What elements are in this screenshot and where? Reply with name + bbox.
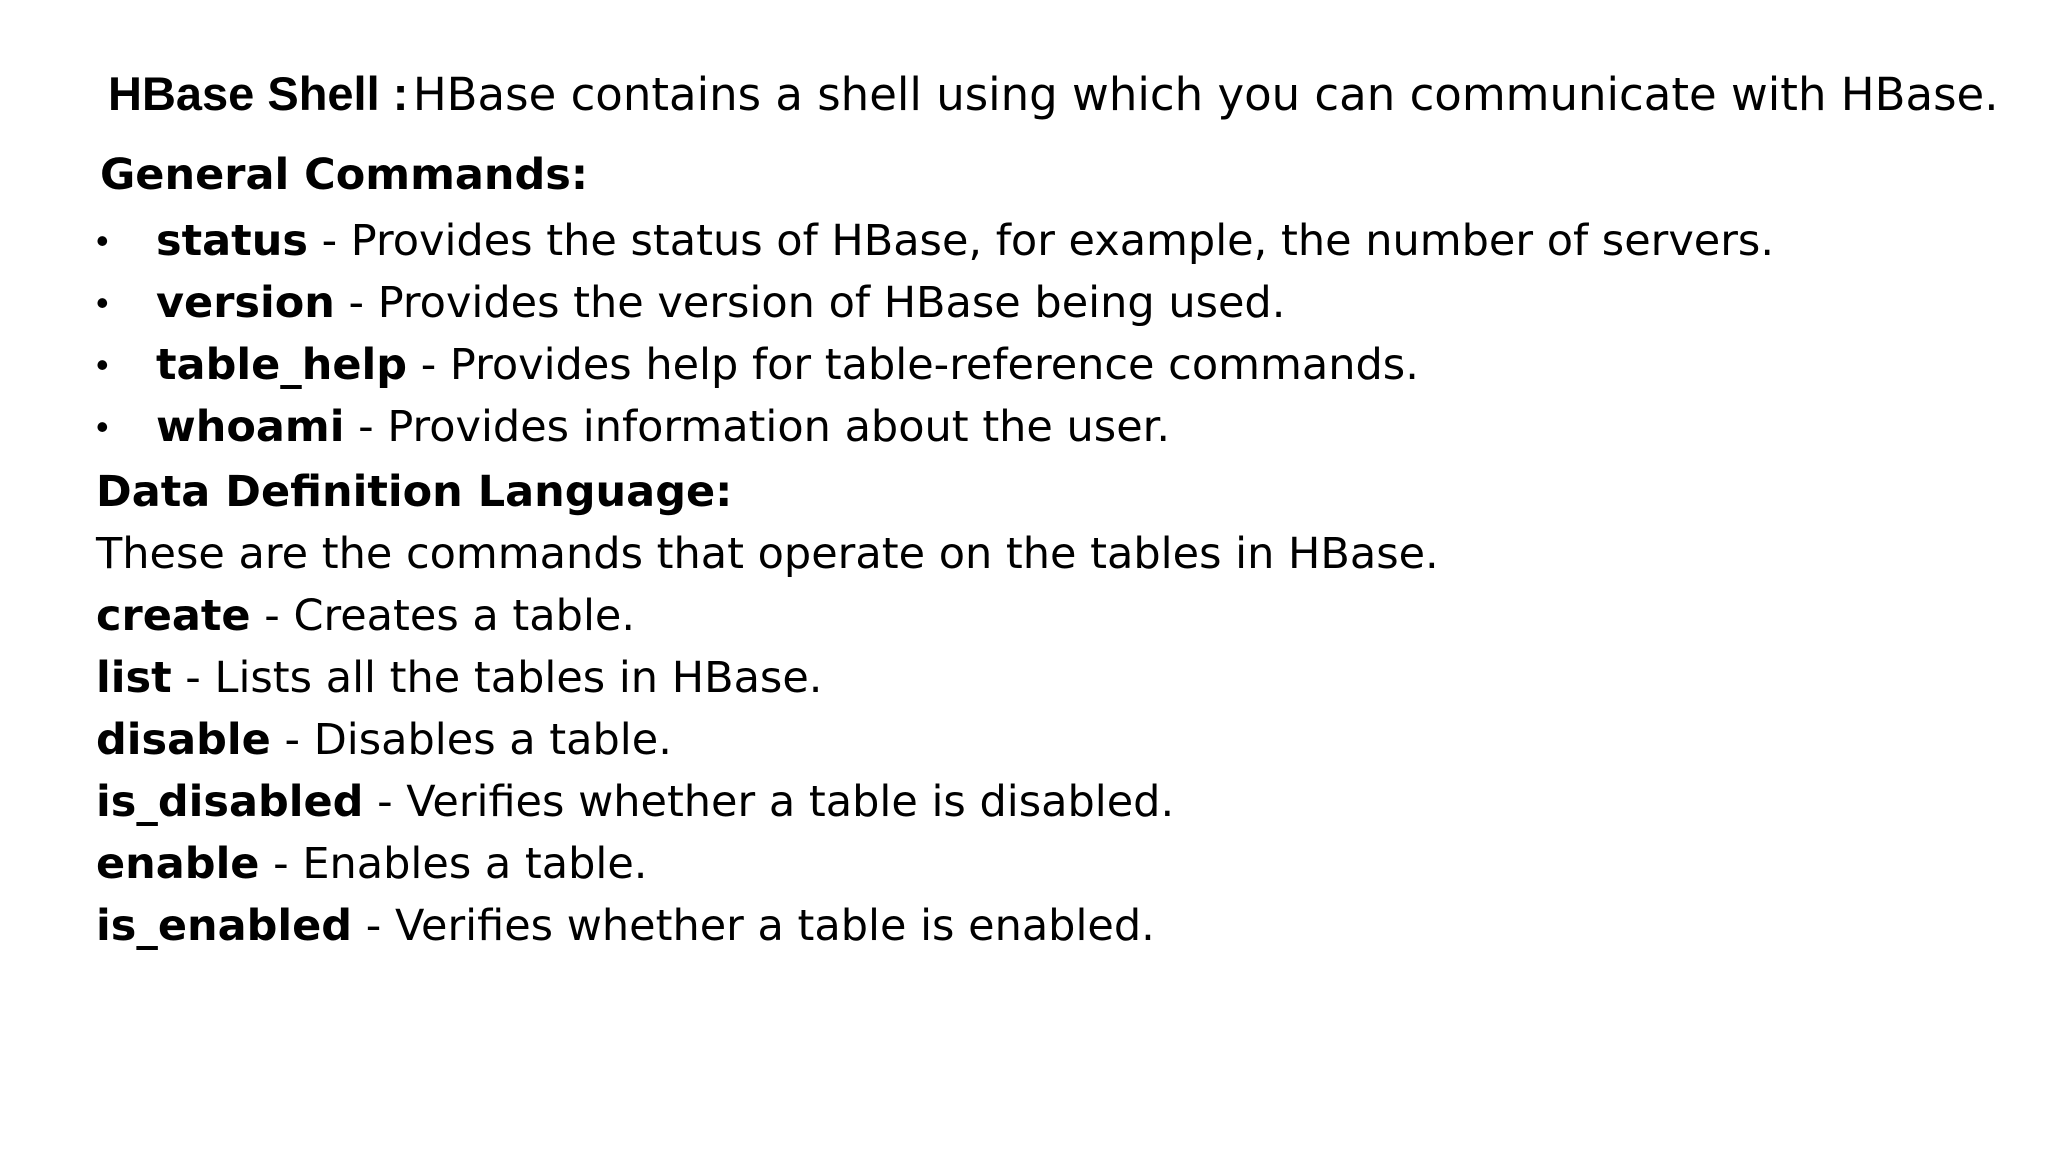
list-item bbox=[96, 771, 1439, 833]
general-commands-title: General Commands: bbox=[100, 150, 589, 200]
general-commands-list bbox=[96, 210, 1774, 458]
list-item bbox=[96, 585, 1439, 647]
command-name: is_disabled bbox=[96, 777, 364, 827]
separator: - bbox=[407, 340, 450, 390]
command-description: Provides help for table-reference commands. bbox=[449, 340, 1419, 390]
list-item bbox=[96, 210, 1774, 272]
list-item bbox=[96, 833, 1439, 895]
list-item bbox=[96, 334, 1774, 396]
ddl-title: Data Definition Language: bbox=[96, 467, 733, 517]
separator: - bbox=[259, 839, 303, 889]
command-name: enable bbox=[96, 839, 260, 889]
command-name: status bbox=[156, 216, 308, 266]
separator: - bbox=[363, 777, 407, 827]
command-name: is_enabled bbox=[96, 901, 353, 951]
ddl-intro: These are the commands that operate on the tables in HBase. bbox=[96, 529, 1439, 579]
separator: - bbox=[307, 216, 351, 266]
command-description: Creates a table. bbox=[293, 591, 636, 641]
command-name: list bbox=[96, 653, 172, 703]
command-description: Disables a table. bbox=[313, 715, 672, 765]
list-item bbox=[96, 709, 1439, 771]
command-description: Provides the status of HBase, for example, the number of servers. bbox=[350, 216, 1774, 266]
command-description: Provides information about the user. bbox=[387, 402, 1171, 452]
command-description: Verifies whether a table is enabled. bbox=[394, 901, 1155, 951]
list-item bbox=[96, 647, 1439, 709]
separator: - bbox=[171, 653, 215, 703]
command-name: version bbox=[156, 278, 335, 328]
command-description: Provides the version of HBase being used. bbox=[377, 278, 1286, 328]
separator: - bbox=[270, 715, 314, 765]
command-description: Enables a table. bbox=[302, 839, 648, 889]
bullet-icon: • bbox=[96, 282, 109, 323]
bullet-icon: • bbox=[96, 344, 109, 385]
command-description: Verifies whether a table is disabled. bbox=[406, 777, 1175, 827]
separator: - bbox=[334, 278, 378, 328]
separator: - bbox=[250, 591, 294, 641]
command-description: Lists all the tables in HBase. bbox=[214, 653, 823, 703]
list-item bbox=[96, 272, 1774, 334]
bullet-icon: • bbox=[96, 406, 109, 447]
slide-heading bbox=[108, 66, 1999, 122]
command-name: disable bbox=[96, 715, 271, 765]
separator: - bbox=[352, 901, 395, 951]
command-name: create bbox=[96, 591, 251, 641]
command-name: whoami bbox=[156, 402, 345, 452]
heading-description: HBase contains a shell using which you can communicate with HBase. bbox=[412, 68, 1999, 121]
heading-title: HBase Shell : bbox=[108, 67, 409, 120]
separator: - bbox=[344, 402, 388, 452]
command-name: table_help bbox=[156, 340, 408, 390]
ddl-command-list bbox=[96, 523, 1439, 957]
list-item bbox=[96, 895, 1439, 957]
list-item bbox=[96, 396, 1774, 458]
bullet-icon: • bbox=[96, 220, 109, 261]
